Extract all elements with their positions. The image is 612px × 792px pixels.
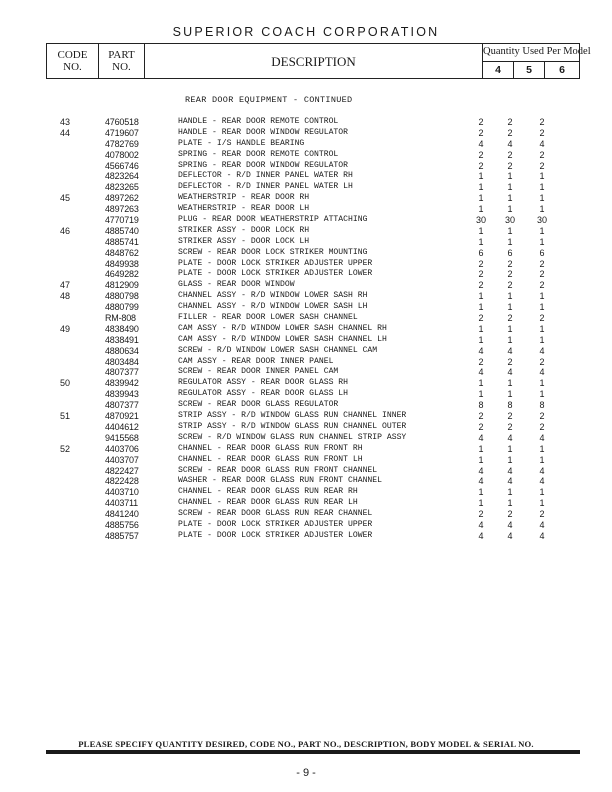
table-row [0,193,612,204]
description-cell: CAM ASSY - R/D WINDOW LOWER SASH CHANNEL LH [178,334,387,344]
qty-model-6-cell: 1 [539,443,545,454]
qty-model-4-cell: 2 [478,509,484,520]
qty-model-5-cell: 1 [507,323,513,334]
qty-model-5-cell: 2 [507,160,513,171]
part-number-cell: 4885740 [105,225,139,236]
qty-model-6-cell: 1 [539,302,545,313]
qty-model-5-cell: 2 [507,356,513,367]
qty-model-6-cell: 4 [539,476,545,487]
table-row [0,520,612,531]
qty-model-5-cell: 2 [507,258,513,269]
part-number-cell: 4823264 [105,171,139,182]
table-row [0,444,612,455]
part-number-cell: 4404612 [105,421,139,432]
qty-model-6-cell: 1 [539,378,545,389]
qty-model-5-cell: 4 [507,138,513,149]
qty-model-5-cell: 1 [507,302,513,313]
qty-model-5-cell: 4 [507,519,513,530]
table-row [0,291,612,302]
part-number-cell: 4897262 [105,193,139,204]
part-number-cell: 4770719 [105,215,139,226]
table-row [0,498,612,509]
table-row [0,389,612,400]
description-cell: GLASS - REAR DOOR WINDOW [178,280,295,290]
table-row [0,313,612,324]
part-number-cell: RM-808 [105,313,136,324]
qty-model-5-cell: 4 [507,432,513,443]
qty-model-6-cell: 2 [539,117,545,127]
qty-model-4-cell: 2 [478,117,484,127]
qty-model-6-cell: 8 [539,400,545,411]
description-cell: SCREW - REAR DOOR LOCK STRIKER MOUNTING [178,247,368,257]
description-cell: WEATHERSTRIP - REAR DOOR RH [178,193,310,203]
model-columns [483,61,579,78]
qty-model-6-cell: 4 [539,138,545,149]
qty-model-5-cell: 2 [507,269,513,280]
qty-model-6-cell: 1 [539,171,545,182]
qty-model-4-cell: 30 [475,215,486,226]
qty-model-4-cell: 4 [478,519,484,530]
table-row [0,248,612,259]
qty-model-5-cell: 8 [507,400,513,411]
qty-model-5-cell: 4 [507,367,513,378]
description-cell: PLATE - DOOR LOCK STRIKER ADJUSTER LOWER [178,530,373,540]
table-row [0,466,612,477]
table-row [0,237,612,248]
table-row [0,182,612,193]
table-row [0,411,612,422]
table-row [0,476,612,487]
code-cell: 45 [60,193,71,204]
table-row [0,204,612,215]
qty-model-5-cell: 1 [507,204,513,215]
qty-model-6-cell: 2 [539,149,545,160]
qty-model-5-cell: 4 [507,476,513,487]
code-cell: 48 [60,291,71,302]
part-number-cell: 4823265 [105,182,139,193]
code-cell: 46 [60,225,71,236]
qty-model-6-cell: 1 [539,225,545,236]
part-number-cell: 4848762 [105,247,139,258]
qty-model-6-cell: 2 [539,313,545,324]
description-cell: WASHER - REAR DOOR GLASS RUN FRONT CHANNEL [178,476,382,486]
qty-model-6-cell: 2 [539,160,545,171]
qty-model-6-cell: 2 [539,356,545,367]
description-cell: CHANNEL - REAR DOOR GLASS RUN REAR LH [178,498,358,508]
qty-model-4-cell: 4 [478,476,484,487]
code-cell: 51 [60,411,71,422]
qty-model-6-cell: 2 [539,280,545,291]
table-row [0,139,612,150]
qty-model-6-cell: 4 [539,345,545,356]
description-cell: REGULATOR ASSY - REAR DOOR GLASS LH [178,389,348,399]
qty-model-4-cell: 1 [478,454,484,465]
description-cell: DEFLECTOR - R/D INNER PANEL WATER LH [178,182,353,192]
qty-model-4-cell: 1 [478,236,484,247]
qty-model-4-cell: 2 [478,149,484,160]
table-row [0,455,612,466]
table-row [0,357,612,368]
qty-model-4-cell: 1 [478,334,484,345]
table-row [0,269,612,280]
company-name: SUPERIOR COACH CORPORATION [172,25,440,39]
table-row [0,150,612,161]
table-row [0,259,612,270]
table-row [0,400,612,411]
model-header-4: 4 [495,64,501,76]
code-cell: 44 [60,127,71,138]
model-header-5: 5 [513,62,544,79]
qty-model-6-cell: 4 [539,465,545,476]
description-cell: CHANNEL ASSY - R/D WINDOW LOWER SASH RH [178,291,368,301]
description-cell: CAM ASSY - R/D WINDOW LOWER SASH CHANNEL RH [178,323,387,333]
qty-model-6-cell: 1 [539,236,545,247]
description-cell: PLATE - I/S HANDLE BEARING [178,138,305,148]
footer-instruction: PLEASE SPECIFY QUANTITY DESIRED, CODE NO., PART NO., DESCRIPTION, BODY MODEL & SERIAL NO. [78,739,534,749]
code-cell: 47 [60,280,71,291]
description-cell: PLUG - REAR DOOR WEATHERSTRIP ATTACHING [178,215,368,225]
table-row [0,128,612,139]
qty-model-6-cell: 1 [539,323,545,334]
qty-model-5-cell: 4 [507,345,513,356]
description-cell: DEFLECTOR - R/D INNER PANEL WATER RH [178,171,353,181]
qty-model-4-cell: 2 [478,356,484,367]
part-number-cell: 4841240 [105,509,139,520]
qty-model-6-cell: 4 [539,432,545,443]
qty-model-6-cell: 2 [539,258,545,269]
part-number-cell: 4880798 [105,291,139,302]
table-row [0,433,612,444]
qty-model-4-cell: 1 [478,378,484,389]
description-cell: SPRING - REAR DOOR WINDOW REGULATOR [178,160,348,170]
qty-model-6-cell: 2 [539,421,545,432]
quantity-column-header [483,44,591,78]
qty-model-4-cell: 1 [478,204,484,215]
description-cell: SCREW - R/D WINDOW LOWER SASH CHANNEL CAM [178,345,378,355]
qty-model-4-cell: 1 [478,171,484,182]
qty-model-4-cell: 1 [478,443,484,454]
description-cell: SCREW - R/D WINDOW GLASS RUN CHANNEL STRIP ASSY [178,432,407,442]
qty-model-4-cell: 4 [478,432,484,443]
part-number-cell: 4782769 [105,138,139,149]
description-cell: SCREW - REAR DOOR INNER PANEL CAM [178,367,339,377]
qty-model-5-cell: 4 [507,530,513,541]
table-row [0,487,612,498]
qty-model-4-cell: 2 [478,258,484,269]
qty-model-4-cell: 4 [478,345,484,356]
qty-model-5-cell: 1 [507,225,513,236]
part-column-header [99,44,145,78]
qty-model-6-cell: 1 [539,498,545,509]
qty-model-5-cell: 1 [507,487,513,498]
qty-model-6-cell: 1 [539,487,545,498]
qty-model-5-cell: 2 [507,421,513,432]
part-number-cell: 4403711 [105,498,138,509]
qty-model-4-cell: 4 [478,530,484,541]
part-number-cell: 4870921 [105,411,139,422]
part-number-cell: 4885757 [105,530,139,541]
qty-model-6-cell: 1 [539,389,545,400]
qty-model-5-cell: 2 [507,509,513,520]
description-cell: PLATE - DOOR LOCK STRIKER ADJUSTER LOWER [178,269,373,279]
qty-model-4-cell: 8 [478,400,484,411]
qty-model-5-cell: 2 [507,280,513,291]
code-cell: 50 [60,378,71,389]
table-row [0,367,612,378]
qty-model-6-cell: 1 [539,334,545,345]
table-row [0,171,612,182]
page-number: - 9 - [296,767,316,779]
qty-model-6-cell: 1 [539,204,545,215]
qty-model-6-cell: 2 [539,127,545,138]
part-number-cell: 4649282 [105,269,139,280]
description-cell: HANDLE - REAR DOOR REMOTE CONTROL [178,117,339,126]
description-cell: PLATE - DOOR LOCK STRIKER ADJUSTER UPPER [178,258,373,268]
qty-model-5-cell: 1 [507,291,513,302]
part-number-cell: 4849938 [105,258,139,269]
part-number-cell: 9415568 [105,432,139,443]
qty-model-6-cell: 6 [539,247,545,258]
description-cell: SCREW - REAR DOOR GLASS RUN FRONT CHANNEL [178,465,378,475]
part-number-cell: 4839942 [105,378,139,389]
qty-model-5-cell: 4 [507,465,513,476]
description-cell: PLATE - DOOR LOCK STRIKER ADJUSTER UPPER [178,519,373,529]
part-number-cell: 4807377 [105,400,139,411]
qty-model-4-cell: 4 [478,367,484,378]
qty-model-4-cell: 2 [478,411,484,422]
qty-model-5-cell: 2 [507,411,513,422]
table-row [0,280,612,291]
description-cell: HANDLE - REAR DOOR WINDOW REGULATOR [178,127,348,137]
part-number-cell: 4839943 [105,389,139,400]
part-number-cell: 4760518 [105,117,139,127]
part-number-cell: 4566746 [105,160,139,171]
description-cell: STRIKER ASSY - DOOR LOCK LH [178,236,310,246]
qty-model-4-cell: 4 [478,465,484,476]
table-row [0,161,612,172]
qty-model-6-cell: 1 [539,193,545,204]
qty-model-5-cell: 6 [507,247,513,258]
qty-model-6-cell: 2 [539,411,545,422]
part-number-cell: 4880799 [105,302,139,313]
description-cell: STRIKER ASSY - DOOR LOCK RH [178,225,310,235]
qty-model-6-cell: 30 [536,215,547,226]
description-cell: SCREW - REAR DOOR GLASS REGULATOR [178,400,339,410]
description-cell: CAM ASSY - REAR DOOR INNER PANEL [178,356,334,366]
section-title: REAR DOOR EQUIPMENT - CONTINUED [185,95,353,105]
table-row [0,509,612,520]
table-row [0,335,612,346]
qty-model-6-cell: 2 [539,509,545,520]
qty-model-5-cell: 1 [507,389,513,400]
part-number-cell: 4803484 [105,356,139,367]
table-row [0,346,612,357]
part-number-cell: 4897263 [105,204,139,215]
description-cell: CHANNEL ASSY - R/D WINDOW LOWER SASH LH [178,302,368,312]
part-number-cell: 4822428 [105,476,139,487]
table-row [0,117,612,128]
qty-model-4-cell: 1 [478,487,484,498]
part-number-cell: 4719607 [105,127,139,138]
qty-model-6-cell: 4 [539,519,545,530]
qty-model-5-cell: 2 [507,313,513,324]
part-number-cell: 4403710 [105,487,139,498]
qty-model-4-cell: 1 [478,498,484,509]
part-number-cell: 4078002 [105,149,139,160]
qty-model-4-cell: 2 [478,269,484,280]
table-row [0,215,612,226]
part-number-cell: 4885756 [105,519,139,530]
qty-model-4-cell: 2 [478,421,484,432]
footer-rule [46,750,580,754]
qty-model-4-cell: 2 [478,313,484,324]
qty-model-6-cell: 4 [539,530,545,541]
description-cell: SPRING - REAR DOOR REMOTE CONTROL [178,149,339,159]
qty-model-6-cell: 4 [539,367,545,378]
description-cell: FILLER - REAR DOOR LOWER SASH CHANNEL [178,313,358,323]
part-number-cell: 4403707 [105,454,139,465]
qty-model-4-cell: 6 [478,247,484,258]
qty-model-5-cell: 2 [507,117,513,127]
code-cell: 49 [60,323,71,334]
qty-model-5-cell: 1 [507,454,513,465]
description-cell: CHANNEL - REAR DOOR GLASS RUN FRONT LH [178,454,363,464]
model-header-6: 6 [544,62,579,79]
code-header-line2: NO. [63,61,82,73]
qty-model-5-cell: 1 [507,182,513,193]
qty-model-5-cell: 2 [507,127,513,138]
description-cell: STRIP ASSY - R/D WINDOW GLASS RUN CHANNEL INNER [178,411,407,421]
part-number-cell: 4885741 [105,236,139,247]
qty-model-5-cell: 1 [507,498,513,509]
part-number-cell: 4822427 [105,465,139,476]
qty-model-4-cell: 2 [478,127,484,138]
code-column-header [47,44,99,78]
code-cell: 43 [60,117,71,127]
description-cell: REGULATOR ASSY - REAR DOOR GLASS RH [178,378,348,388]
qty-model-4-cell: 1 [478,193,484,204]
qty-model-4-cell: 1 [478,182,484,193]
part-header-line1: PART [108,49,135,61]
qty-model-5-cell: 1 [507,378,513,389]
description-cell: STRIP ASSY - R/D WINDOW GLASS RUN CHANNEL OUTER [178,421,407,431]
qty-model-5-cell: 1 [507,193,513,204]
table-row [0,422,612,433]
description-cell: WEATHERSTRIP - REAR DOOR LH [178,204,310,214]
part-number-cell: 4403706 [105,443,139,454]
qty-model-4-cell: 2 [478,160,484,171]
qty-model-5-cell: 1 [507,334,513,345]
qty-model-5-cell: 30 [504,215,515,226]
table-row [0,226,612,237]
qty-model-5-cell: 1 [507,171,513,182]
qty-model-6-cell: 1 [539,291,545,302]
qty-model-5-cell: 1 [507,236,513,247]
description-cell: CHANNEL - REAR DOOR GLASS RUN FRONT RH [178,443,363,453]
part-number-cell: 4838491 [105,334,139,345]
table-row [0,324,612,335]
part-header-line2: NO. [112,61,131,73]
table-row [0,302,612,313]
qty-model-6-cell: 1 [539,182,545,193]
qty-model-4-cell: 1 [478,291,484,302]
qty-model-5-cell: 1 [507,443,513,454]
part-number-cell: 4880634 [105,345,139,356]
description-cell: CHANNEL - REAR DOOR GLASS RUN REAR RH [178,487,358,497]
qty-model-6-cell: 2 [539,269,545,280]
qty-model-4-cell: 1 [478,389,484,400]
qty-model-4-cell: 1 [478,225,484,236]
qty-model-6-cell: 1 [539,454,545,465]
description-cell: SCREW - REAR DOOR GLASS RUN REAR CHANNEL [178,509,373,519]
part-number-cell: 4838490 [105,323,139,334]
part-number-cell: 4812909 [105,280,139,291]
code-header-line1: CODE [57,49,88,61]
description-column-header: DESCRIPTION [145,44,483,78]
code-cell: 52 [60,443,71,454]
table-row [0,378,612,389]
parts-table [0,117,612,542]
qty-model-4-cell: 2 [478,280,484,291]
part-number-cell: 4807377 [105,367,139,378]
qty-model-5-cell: 2 [507,149,513,160]
qty-model-4-cell: 4 [478,138,484,149]
qty-model-4-cell: 1 [478,302,484,313]
table-row [0,531,612,542]
quantity-title: Quantity Used Per Model [483,46,591,57]
table-header [46,43,591,79]
qty-model-4-cell: 1 [478,323,484,334]
